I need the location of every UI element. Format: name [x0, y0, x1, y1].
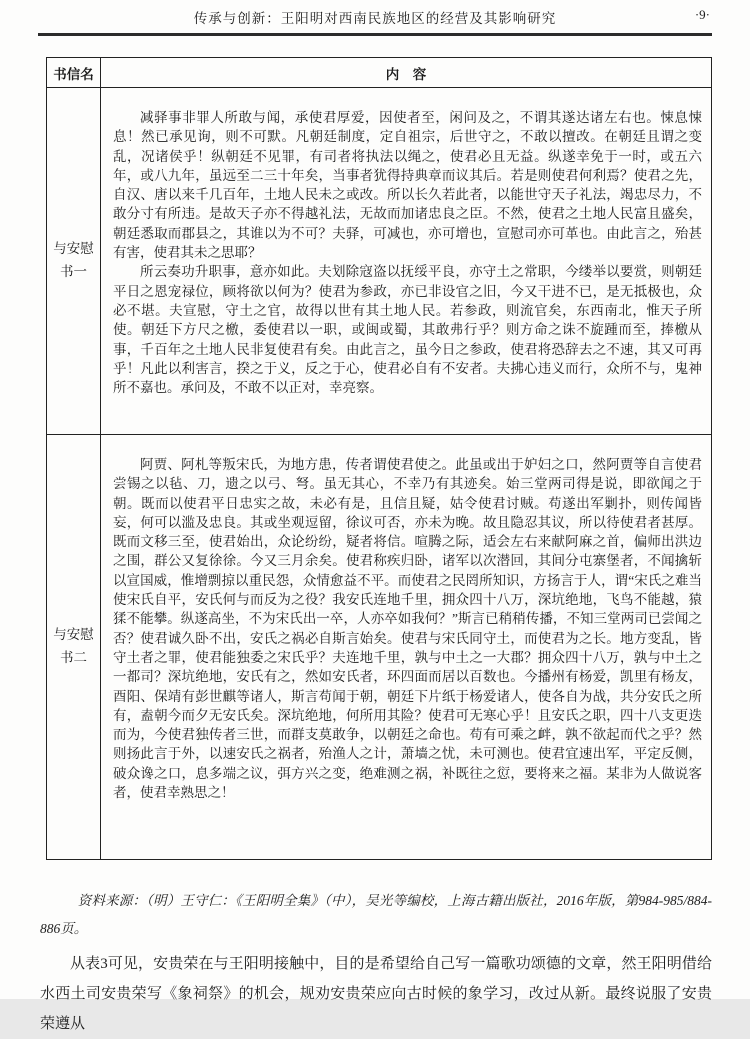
header-rule	[38, 33, 712, 36]
running-header	[0, 0, 750, 30]
letter-paragraph: 减驿事非罪人所敢与闻，承使君厚爱，因使者至，闲问及之，不谓其遂达诸左右也。悚息悚息！然已承见询，则不可默。凡朝廷制度，定自祖宗，后世守之，不敢以擅改。在朝廷且谓之变乱，况诸侯乎！纵朝廷不见罪，有司者将执法以绳之，使君必且无益。纵遂幸免于一时，或五六年，或八九年，虽远至二三十年矣，当事者犹得持典章而议其后。若是则使君何利焉？使君之先，自汉、唐以来千几百年，土地人民未之或改。所以长久若此者，以能世守天子礼法，竭忠尽力，不敢分寸有所违。是故天子亦不得越礼法，无故而加诸忠良之臣。不然，使君之土地人民富且盛矣，朝廷悉取而郡县之，其谁以为不可？夫驿，可减也，亦可增也，宣慰司亦可革也。由此言之，殆甚有害，使君其未之思耶？	[113, 110, 702, 261]
letter-name-cell: 与安慰书二	[47, 435, 101, 860]
page-number: ·9·	[694, 7, 710, 22]
page-title: 传承与创新：王阳明对西南民族地区的经营及其影响研究	[193, 11, 557, 26]
table-row	[47, 435, 712, 860]
letters-table	[46, 57, 712, 860]
letter-paragraph: 所云奏功升职事，意亦如此。夫划除寇盗以抚绥平良，亦守土之常职，今缕举以要赏，则朝廷平日之恩宠禄位，顾将欲以何为？使君为参政，亦已非设官之旧，今又干进不已，是无抵极也，众必不堪。夫宣慰，守土之官，故得以世有其土地人民。若参政，则流官矣，东西南北，惟天子所使。朝廷下方尺之檄，委使君以一职，或闽或蜀，其敢弗行乎？则方命之诛不旋踵而至，捧檄从事，千百年之土地人民非复使君有矣。由此言之，虽今日之参政，使君将恐辞去之不速，其又可再乎！凡此以利害言，揆之于义，反之于心，使君必自有不安者。夫拂心违义而行，众所不与，鬼神所不嘉也。承问及，不敢不以正对，幸亮察。	[113, 264, 702, 396]
source-note: 资料来源：（明）王守仁：《王阳明全集》（中），吴光等编校，上海古籍出版社，2016年版，第984-985/884-886页。	[40, 893, 712, 936]
column-header-content: 内 容	[101, 58, 712, 88]
letter-name-cell: 与安慰书一	[47, 88, 101, 435]
letter-content-cell	[101, 435, 712, 860]
body-paragraph: 从表3可见，安贵荣在与王阳明接触中，目的是希望给自己写一篇歌功颂德的文章，然王阳明借给水西土司安贵荣写《象祠祭》的机会，规劝安贵荣应向古时候的象学习，改过从新。最终说服了安贵荣遵从	[40, 956, 712, 1032]
letter-content-cell	[101, 88, 712, 435]
table-header-row	[47, 58, 712, 88]
column-header-letter-name: 书信名	[47, 58, 101, 88]
table-row	[47, 88, 712, 435]
letter-paragraph: 阿贾、阿札等叛宋氏，为地方患，传者谓使君使之。此虽或出于妒妇之口，然阿贾等自言使君尝锡之以毡、刀，遗之以弓、弩。虽无其心，不幸乃有其迹矣。始三堂两司得是说，即欲闻之于朝。既而以使君平日忠实之故，未必有是，且信且疑，姑令使君讨贼。苟遂出军剿扑，则传闻皆妄，何可以滥及忠良。其或坐观逗留，徐议可否，亦未为晚。故且隐忍其议，所以待使君者甚厚。既而文移三至，使君始出，众论纷纷，疑者将信。喧腾之际，适会左右来献阿麻之首，偏师出洪边之围，群公又复徐徐。今又三月余矣。使君称疾归卧，诸军以次潜回，其间分屯寨堡者，不闻擒斩以宣国威，惟增剽掠以重民怨，众情愈益不平。而使君之民罔所知识，方扬言于人，谓“宋氏之难当使宋氏自平，安氏何与而反为之役？我安氏连地千里，拥众四十八万，深坑绝地，飞鸟不能越，猿猱不能攀。纵遂高坐，不为宋氏出一卒，人亦卒如我何？”斯言已稍稍传播，不知三堂两司已尝闻之否？使君诚久卧不出，安氏之祸必自斯言始矣。使君与宋氏同守土，而使君为之长。地方变乱，皆守土者之罪，使君能独委之宋氏乎？夫连地千里，孰与中土之一大郡？拥众四十八万，孰与中土之一都司？深坑绝地，安氏有之，然如安氏者，环四面而居以百数也。今播州有杨爱，凯里有杨友，酉阳、保靖有彭世麒等诸人，斯言苟闻于朝，朝廷下片纸于杨爱诸人，使各自为战，共分安氏之所有，盍朝今而夕无安氏矣。深坑绝地，何所用其险？使君可无寒心乎！且安氏之职，四十八支更迭而为，今使君独传者三世，而群支莫敢争，以朝廷之命也。苟有可乘之衅，孰不欲起而代之乎？然则扬此言于外，以速安氏之祸者，殆渔人之计，萧墙之忧，未可测也。使君宜速出军，平定反侧，破众谗之口，息多端之议，弭方兴之变，绝难测之祸，补既往之愆，要将来之福。某非为人做说客者，使君幸熟思之！	[113, 457, 702, 801]
